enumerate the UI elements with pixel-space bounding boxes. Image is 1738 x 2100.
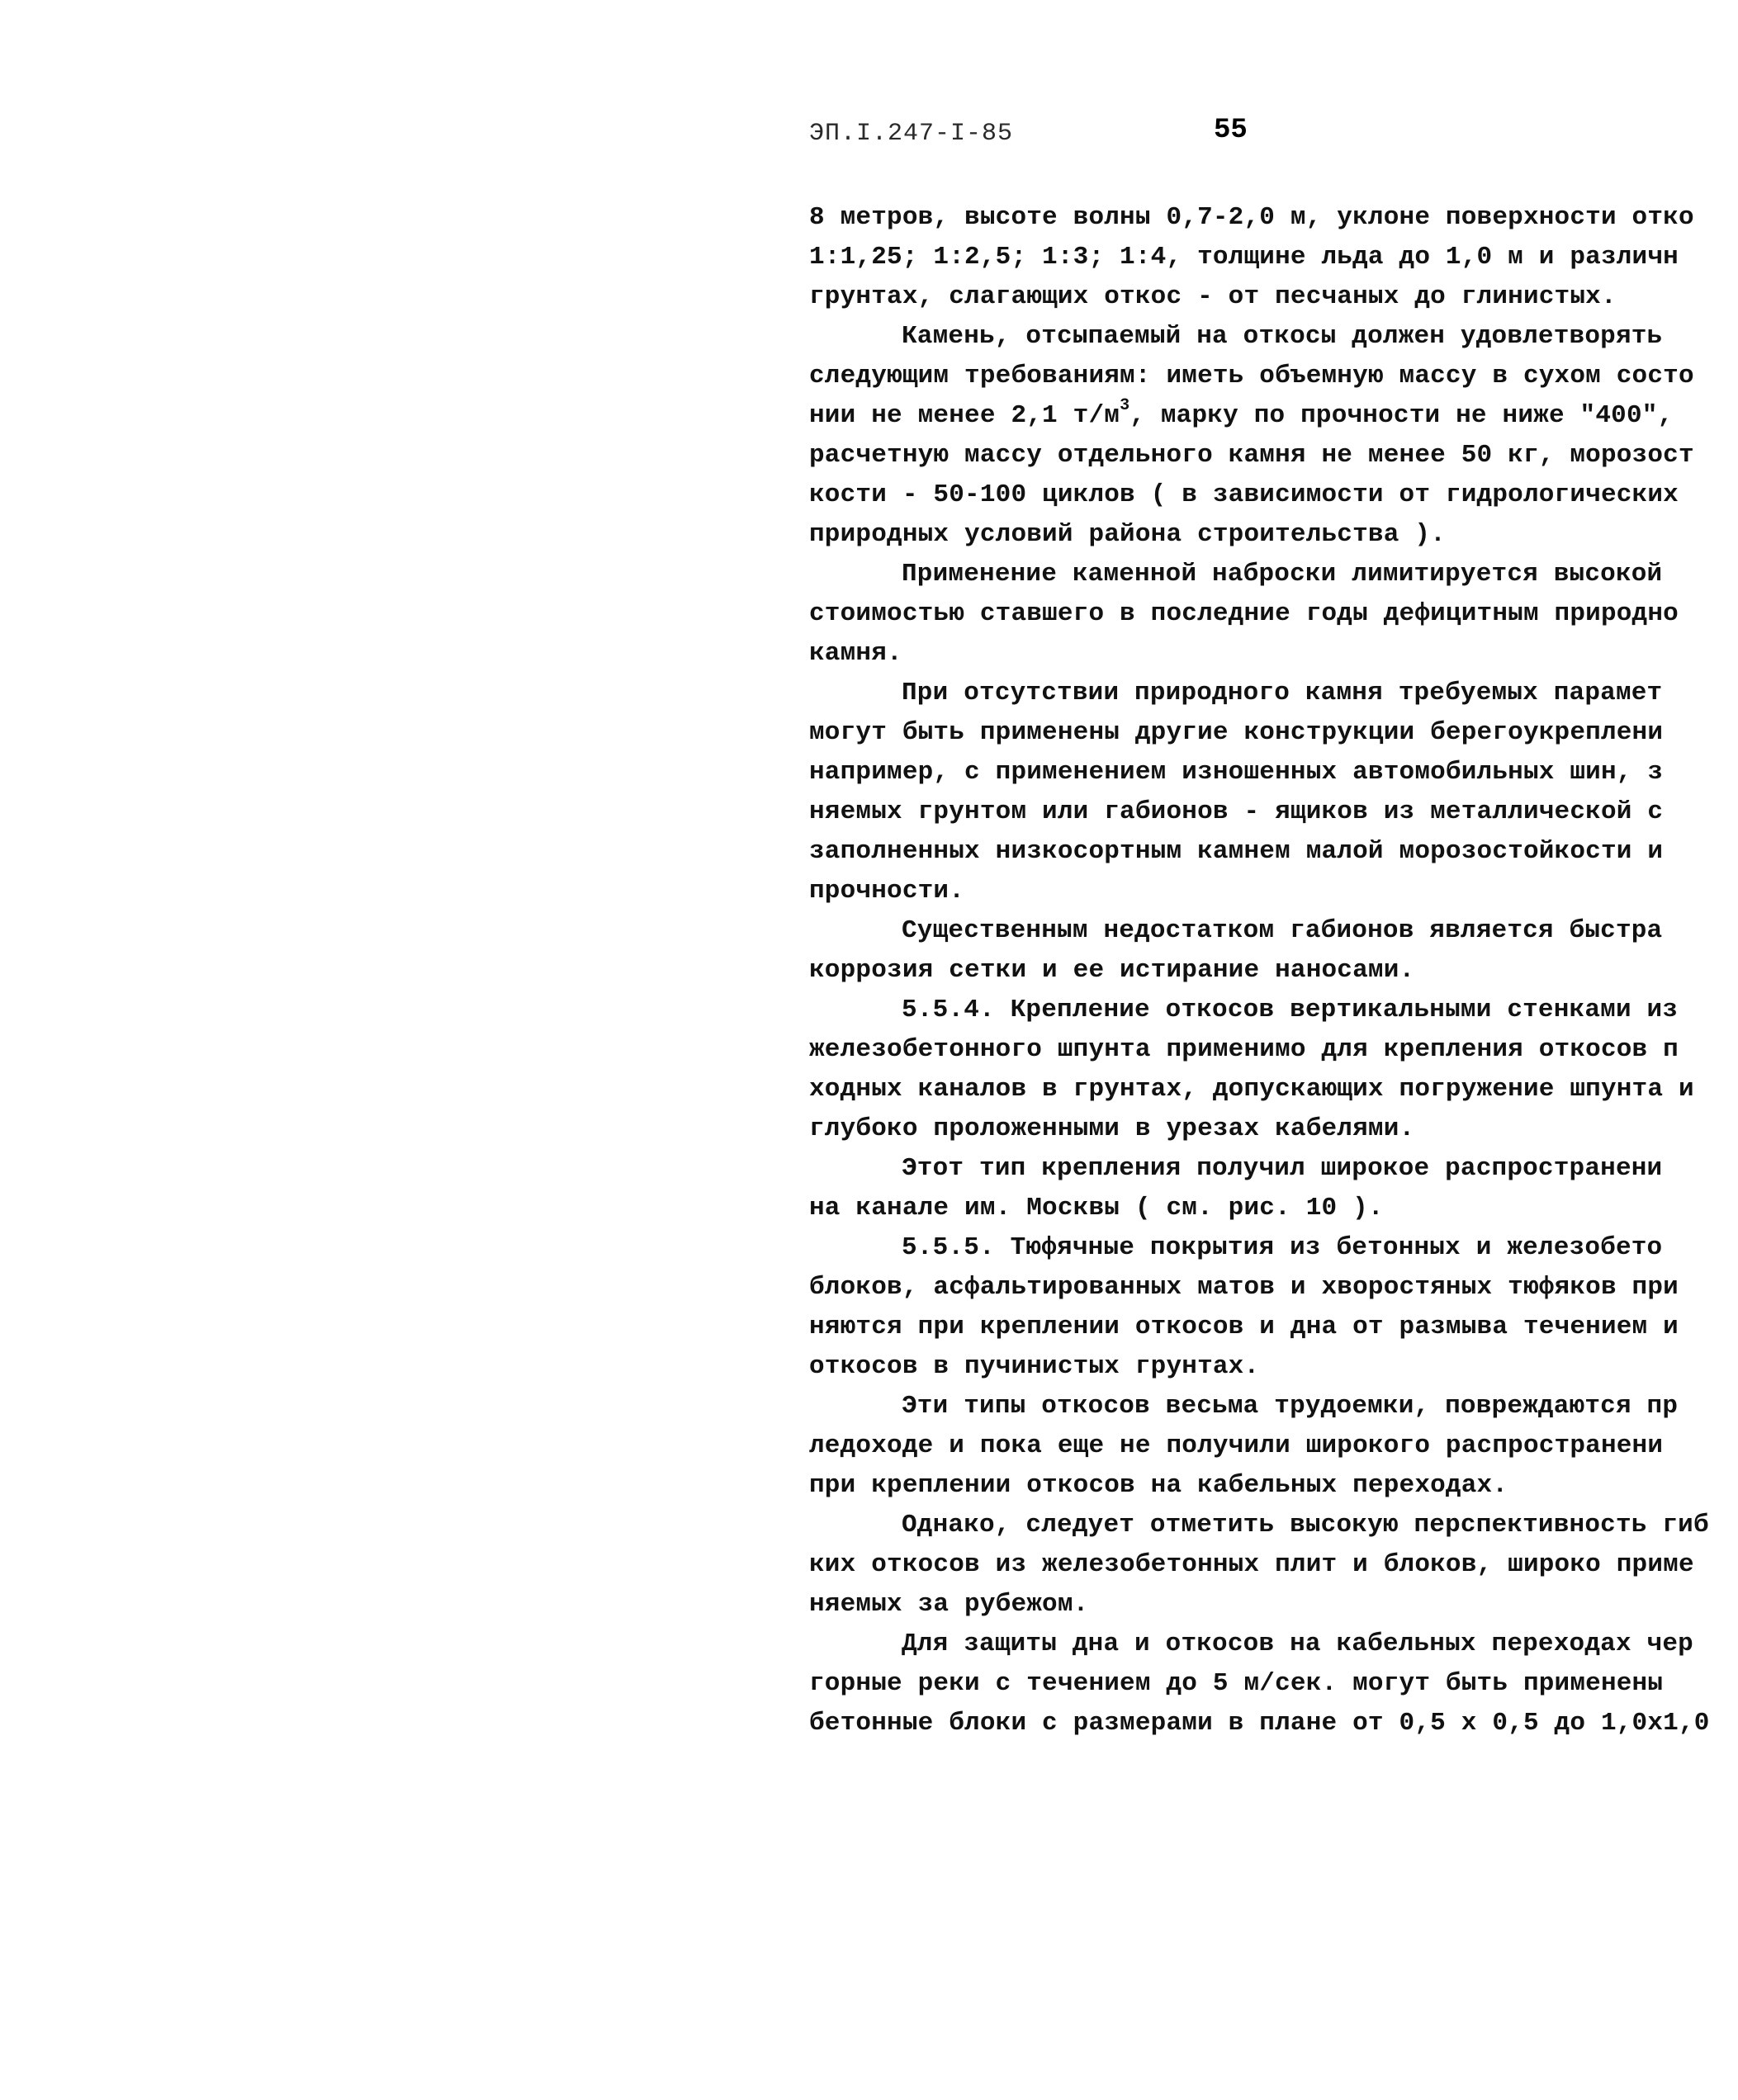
text-line-content: Эти типы откосов весьма трудоемки, повреждаются пр: [902, 1392, 1679, 1421]
superscript: 3: [1120, 395, 1130, 415]
text-line: [809, 1268, 1717, 1308]
page-number: 55: [1214, 115, 1248, 146]
text-line-content: 5.5.5. Тюфячные покрытия из бетонных и железобето: [902, 1233, 1663, 1262]
text-line-content: При отсутствии природного камня требуемых парамет: [902, 679, 1663, 707]
text-line-content: 1:1,25; 1:2,5; 1:3; 1:4, толщине льда до 1,0 м и различн: [809, 243, 1679, 272]
text-line: [809, 277, 1717, 317]
text-line: [809, 634, 1717, 674]
text-line: [809, 1189, 1717, 1228]
text-line: [809, 396, 1717, 436]
text-line: [809, 1070, 1717, 1109]
text-line: [809, 436, 1717, 475]
text-line-content: глубоко проложенными в урезах кабелями.: [809, 1114, 1415, 1143]
document-code: ЭП.I.247-I-85: [809, 120, 1014, 148]
text-line-content: няемых за рубежом.: [809, 1590, 1089, 1619]
text-line: [809, 991, 1717, 1030]
page-header: [809, 115, 1635, 169]
text-line-content: 8 метров, высоте волны 0,7-2,0 м, уклоне поверхности отко: [809, 203, 1694, 232]
text-line-content: железобетонного шпунта применимо для крепления откосов п: [809, 1035, 1679, 1064]
text-line: [809, 872, 1717, 911]
text-line: [809, 832, 1717, 872]
text-line-content: Камень, отсыпаемый на откосы должен удовлетворять: [902, 322, 1663, 351]
text-line: [809, 1506, 1717, 1545]
text-line: [809, 674, 1717, 713]
text-line-content: Однако, следует отметить высокую перспективность гиб: [902, 1511, 1709, 1540]
body-text: [809, 198, 1717, 1743]
text-line-content: природных условий района строительства ).: [809, 520, 1446, 549]
text-line-content: ледоходе и пока еще не получили широкого распространени: [809, 1431, 1664, 1460]
text-line: [809, 1109, 1717, 1149]
text-line-content: заполненных низкосортным камнем малой морозостойкости и: [809, 837, 1664, 866]
text-line: [809, 753, 1717, 792]
text-line-content: прочности.: [809, 877, 965, 906]
text-line-content: бетонные блоки с размерами в плане от 0,5 x 0,5 до 1,0x1,0: [809, 1709, 1710, 1738]
text-line: [809, 792, 1717, 832]
text-line-content: грунтах, слагающих откос - от песчаных до глинистых.: [809, 282, 1617, 311]
text-line-content: нии не менее 2,1 т/м: [809, 401, 1120, 430]
text-line-content: блоков, асфальтированных матов и хворостяных тюфяков при: [809, 1273, 1679, 1302]
text-line: [809, 317, 1717, 357]
text-line: [809, 238, 1717, 277]
text-line-content: няемых грунтом или габионов - ящиков из металлической с: [809, 797, 1664, 826]
text-line-content: расчетную массу отдельного камня не менее 50 кг, морозост: [809, 441, 1694, 470]
text-line-content: кости - 50-100 циклов ( в зависимости от гидрологических: [809, 480, 1679, 509]
text-line: [809, 1308, 1717, 1347]
text-line-content: 5.5.4. Крепление откосов вертикальными стенками из: [902, 996, 1679, 1024]
text-line-content: Существенным недостатком габионов является быстра: [902, 916, 1663, 945]
text-line-content: ходных каналов в грунтах, допускающих погружение шпунта и: [809, 1075, 1694, 1104]
text-line-tail: , марку по прочности не ниже "400",: [1129, 401, 1674, 430]
text-line: [809, 951, 1717, 991]
text-line: [809, 1704, 1717, 1743]
text-line: [809, 1030, 1717, 1070]
text-line-content: Этот тип крепления получил широкое распространени: [902, 1154, 1663, 1183]
text-line-content: могут быть применены другие конструкции берегоукреплени: [809, 718, 1664, 747]
text-line-content: коррозия сетки и ее истирание наносами.: [809, 956, 1415, 985]
text-line-content: откосов в пучинистых грунтах.: [809, 1352, 1260, 1381]
text-line: [809, 1466, 1717, 1506]
text-line: [809, 1625, 1717, 1664]
text-line-content: следующим требованиям: иметь объемную массу в сухом состо: [809, 362, 1694, 390]
text-line-content: например, с применением изношенных автомобильных шин, з: [809, 758, 1664, 787]
text-line: [809, 198, 1717, 238]
text-line-content: Для защиты дна и откосов на кабельных переходах чер: [902, 1629, 1693, 1658]
text-line: [809, 911, 1717, 951]
text-line: [809, 594, 1717, 634]
text-line-content: няются при креплении откосов и дна от размыва течением и: [809, 1312, 1679, 1341]
text-line-content: на канале им. Москвы ( см. рис. 10 ).: [809, 1194, 1384, 1223]
text-line: [809, 713, 1717, 753]
text-line-content: камня.: [809, 639, 902, 668]
text-line-content: стоимостью ставшего в последние годы дефицитным природно: [809, 599, 1679, 628]
text-line: [809, 1545, 1717, 1585]
text-line: [809, 1228, 1717, 1268]
text-line: [809, 1149, 1717, 1189]
text-line-content: Применение каменной наброски лимитируется высокой: [902, 560, 1663, 589]
text-line: [809, 1387, 1717, 1426]
text-line: [809, 1664, 1717, 1704]
text-line: [809, 357, 1717, 396]
text-line-content: ких откосов из железобетонных плит и блоков, широко приме: [809, 1550, 1694, 1579]
text-line: [809, 1426, 1717, 1466]
text-line: [809, 515, 1717, 555]
text-line: [809, 475, 1717, 515]
text-line-content: при креплении откосов на кабельных переходах.: [809, 1471, 1508, 1500]
text-line: [809, 1585, 1717, 1625]
text-line: [809, 1347, 1717, 1387]
text-line-content: горные реки с течением до 5 м/сек. могут быть применены: [809, 1669, 1664, 1698]
text-line: [809, 555, 1717, 594]
